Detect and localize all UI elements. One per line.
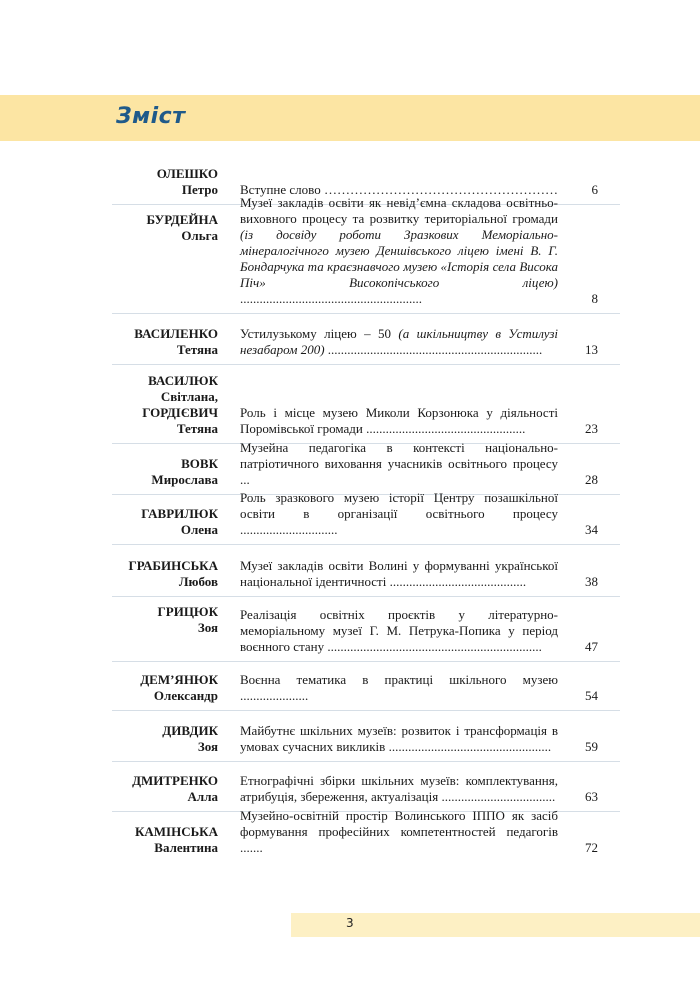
author xyxy=(112,824,218,856)
toc-entry[interactable] xyxy=(112,365,620,444)
toc-entry[interactable] xyxy=(112,597,620,662)
toc-entry[interactable] xyxy=(112,314,620,365)
article-title-text: Реалізація освітніх проєктів у літературно-меморіальному музеї Г. М. Петрука-Попика у період воєнного стану xyxy=(240,607,558,654)
header-band xyxy=(0,95,700,141)
author-surname: ВАСИЛЮК xyxy=(148,373,218,388)
article-title xyxy=(240,326,558,358)
author xyxy=(112,604,218,636)
table-of-contents xyxy=(112,160,620,862)
toc-entry[interactable] xyxy=(112,762,620,812)
author xyxy=(112,326,218,358)
page-number: 6 xyxy=(591,182,598,197)
author-given-name: Петро xyxy=(181,182,218,197)
author-surname: ГАВРИЛЮК xyxy=(141,506,218,521)
author xyxy=(112,506,218,538)
page-number: 8 xyxy=(591,291,598,306)
author xyxy=(112,773,218,805)
page-number: 38 xyxy=(585,574,598,589)
page-number: 47 xyxy=(585,639,598,654)
toc-entry[interactable] xyxy=(112,711,620,762)
author-surname: БУРДЕЙНА xyxy=(146,212,218,227)
toc-entry[interactable] xyxy=(112,195,620,314)
author-surname: ОЛЕШКО xyxy=(156,166,218,181)
author-surname: ДЕМ’ЯНЮК xyxy=(140,672,218,687)
author xyxy=(112,212,218,244)
article-title-text: Воєнна тематика в практиці шкільного музею xyxy=(240,672,558,687)
article-title-text: Музеї закладів освіти Волині у формуванні української національної ідентичності xyxy=(240,558,558,589)
article-subtitle-italic: (із досвіду роботи Зразкових Меморіально-мінералогічного музею Деншівського ліцею імені В. Г. Бондарчука та краєзнавчого музею «Історія села Висока Піч» Високопічського ліцею) xyxy=(240,227,558,290)
leader-dots: ................................................. xyxy=(362,421,526,436)
article-title-text: Устилузькому ліцею – 50 xyxy=(240,326,399,341)
author-given-name: Світлана, xyxy=(160,389,218,404)
article-title-text: Музейна педагогіка в контексті національно-патріотичного виховання учасників освітнього процесу xyxy=(240,440,558,471)
toc-entry[interactable] xyxy=(112,808,620,862)
author xyxy=(112,456,218,488)
author-surname: ГОРДІЄВИЧ xyxy=(142,405,218,420)
article-subtitle-italic: (а шкільництву в Устилузі незабаром 200) xyxy=(240,326,559,357)
leader-dots: .................................................................. xyxy=(324,342,543,357)
article-title xyxy=(240,672,558,704)
article-title xyxy=(240,808,558,856)
toc-entry[interactable] xyxy=(112,545,620,597)
author-given-name: Зоя xyxy=(197,739,218,754)
leader-dots: .................................................................. xyxy=(324,639,542,654)
author xyxy=(112,558,218,590)
page-number: 34 xyxy=(585,522,598,537)
author-given-name: Зоя xyxy=(197,620,218,635)
page-number: 54 xyxy=(585,688,598,703)
article-title-text: Музейно-освітній простір Волинського ІППО як засіб формування професійних компетентностей педагогів xyxy=(240,808,558,839)
author-surname: ГРАБИНСЬКА xyxy=(128,558,218,573)
page-title: Зміст xyxy=(116,104,186,129)
article-title-text: Вступне слово xyxy=(240,182,321,197)
author-given-name: Тетяна xyxy=(176,421,218,436)
toc-entry[interactable] xyxy=(112,440,620,495)
article-title-text: Майбутнє шкільних музеїв: розвиток і трансформація в умовах сучасних викликів xyxy=(240,723,558,754)
page-number: 72 xyxy=(585,840,598,855)
page-number: 13 xyxy=(585,342,598,357)
author-surname: ВАСИЛЕНКО xyxy=(134,326,218,341)
author xyxy=(112,672,218,704)
author-surname: ДИВДИК xyxy=(162,723,218,738)
leader-dots: ……………………………………………… xyxy=(323,182,558,197)
leader-dots: ..................... xyxy=(240,688,309,703)
article-title xyxy=(240,490,558,538)
leader-dots: .................................................. xyxy=(385,739,552,754)
article-title-text: Музеї закладів освіти як невід’ємна складова освітньо-виховного процесу та розвитку територіальної громади xyxy=(240,195,558,226)
article-title xyxy=(240,558,558,590)
article-title-text: Етнографічні збірки шкільних музеїв: комплектування, атрибуція, збереження, актуалізація xyxy=(240,773,558,804)
article-title-text: Роль і місце музею Миколи Корзонюка у діяльності Поромівської громади xyxy=(240,405,558,436)
page-number: 23 xyxy=(585,421,598,436)
article-title xyxy=(240,195,558,307)
author-given-name: Мирослава xyxy=(151,472,218,487)
toc-entry[interactable] xyxy=(112,490,620,545)
page-number: 63 xyxy=(585,789,598,804)
leader-dots: .............................. xyxy=(240,522,338,537)
toc-entry[interactable] xyxy=(112,662,620,711)
article-title xyxy=(240,773,558,805)
page-number: 28 xyxy=(585,472,598,487)
article-title xyxy=(240,440,558,488)
author-surname: ВОВК xyxy=(181,456,218,471)
author-surname: КАМІНСЬКА xyxy=(134,824,218,839)
author-surname: ДМИТРЕНКО xyxy=(132,773,218,788)
leader-dots: ................................... xyxy=(438,789,556,804)
page-number: 59 xyxy=(585,739,598,754)
author xyxy=(112,166,218,198)
article-title xyxy=(240,723,558,755)
leader-dots: .......................................... xyxy=(386,574,527,589)
author-surname: ГРИЦЮК xyxy=(157,604,218,619)
author-given-name: Любов xyxy=(178,574,218,589)
article-title xyxy=(240,405,558,437)
leader-dots: ....... xyxy=(240,840,263,855)
leader-dots: ... xyxy=(240,472,250,487)
author-given-name: Валентина xyxy=(154,840,218,855)
author-given-name: Олександр xyxy=(153,688,218,703)
author xyxy=(112,723,218,755)
leader-dots: ........................................................ xyxy=(240,291,422,306)
author-given-name: Олена xyxy=(180,522,218,537)
author-given-name: Тетяна xyxy=(176,342,218,357)
article-title-text: Роль зразкового музею історії Центру позашкільної освіти в організації освітнього процесу xyxy=(240,490,558,521)
footer-page-number: 3 xyxy=(346,916,354,930)
article-title xyxy=(240,607,558,655)
author xyxy=(112,373,218,437)
author-given-name: Ольга xyxy=(181,228,218,243)
author-given-name: Алла xyxy=(187,789,218,804)
